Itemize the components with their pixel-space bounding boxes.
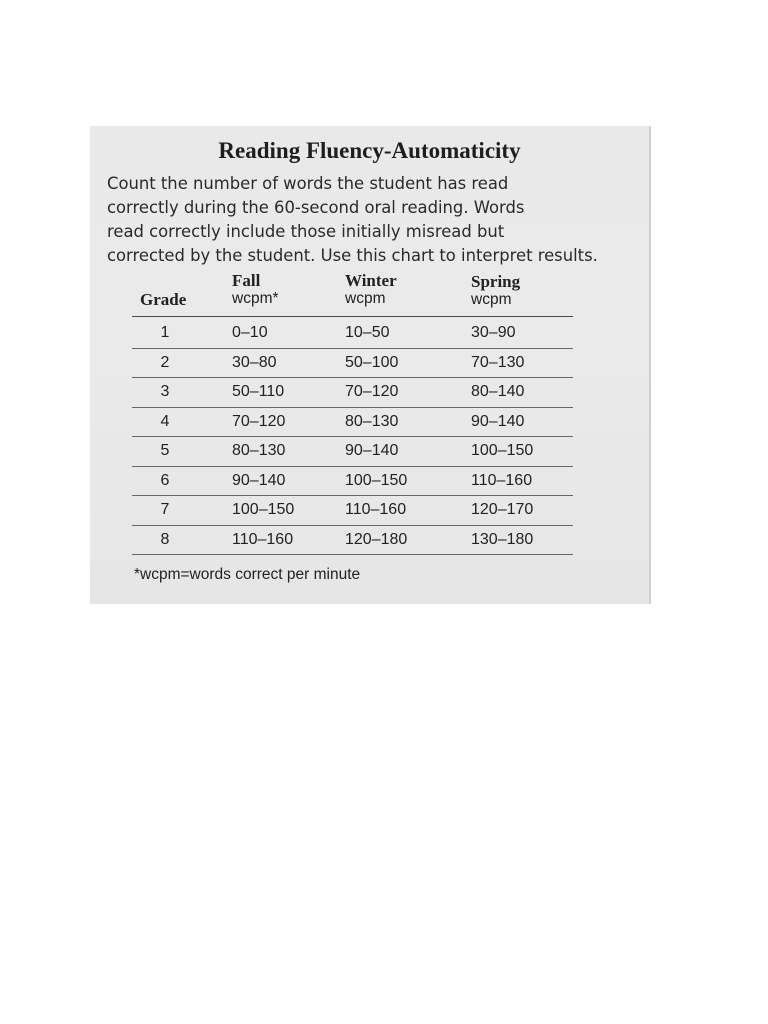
fall-cell: 30–80 xyxy=(232,353,277,371)
intro-line: read correctly include those initially misread but xyxy=(107,222,505,241)
fall-cell: 70–120 xyxy=(232,412,286,430)
intro-line: Count the number of words the student has read xyxy=(107,174,509,193)
intro-paragraph xyxy=(107,172,637,268)
grade-column-header: Grade xyxy=(140,290,187,309)
table-row xyxy=(90,495,649,525)
winter-unit-label: wcpm xyxy=(345,290,386,307)
spring-cell: 90–140 xyxy=(471,412,525,430)
intro-line: correctly during the 60-second oral reading. Words xyxy=(107,198,525,217)
fall-cell: 50–110 xyxy=(232,383,285,400)
fall-season-label: Fall xyxy=(232,271,261,290)
document-photo xyxy=(90,126,651,604)
spring-cell: 70–130 xyxy=(471,353,525,371)
grade-cell: 8 xyxy=(160,530,170,548)
table-row xyxy=(90,466,649,496)
table-row xyxy=(90,407,649,437)
winter-season-label: Winter xyxy=(345,271,397,290)
winter-cell: 50–100 xyxy=(345,353,399,371)
grade-cell: 2 xyxy=(160,353,170,371)
grade-cell: 6 xyxy=(160,471,170,489)
winter-cell: 100–150 xyxy=(345,471,408,489)
table-row xyxy=(90,436,649,466)
spring-unit-label: wcpm xyxy=(471,291,512,308)
winter-cell: 90–140 xyxy=(345,442,399,459)
spring-cell: 130–180 xyxy=(471,530,534,548)
spring-season-label: Spring xyxy=(471,272,521,291)
fall-cell: 100–150 xyxy=(232,501,295,518)
grade-cell: 4 xyxy=(160,412,170,430)
table-header-rule xyxy=(132,316,573,317)
winter-column-header xyxy=(345,271,397,308)
table-row xyxy=(90,348,649,378)
fall-cell: 0–10 xyxy=(232,324,268,341)
table-row xyxy=(90,318,649,348)
grade-cell: 3 xyxy=(160,383,170,400)
winter-cell: 80–130 xyxy=(345,412,399,430)
spring-cell: 120–170 xyxy=(471,501,534,518)
fall-cell: 90–140 xyxy=(232,471,286,489)
grade-cell: 5 xyxy=(160,442,170,459)
winter-cell: 10–50 xyxy=(345,324,390,341)
grade-cell: 7 xyxy=(160,501,170,518)
winter-cell: 110–160 xyxy=(345,501,407,518)
table-row xyxy=(90,525,649,555)
spring-column-header xyxy=(471,272,520,309)
intro-line: corrected by the student. Use this chart to interpret results. xyxy=(107,246,598,265)
spring-cell: 30–90 xyxy=(471,324,516,341)
footnote: *wcpm=words correct per minute xyxy=(134,566,361,583)
winter-cell: 120–180 xyxy=(345,530,408,548)
fall-cell: 80–130 xyxy=(232,442,286,459)
fall-column-header xyxy=(232,271,279,308)
grade-cell: 1 xyxy=(160,324,170,341)
table-row xyxy=(90,377,649,407)
fall-cell: 110–160 xyxy=(232,530,294,548)
document-title: Reading Fluency-Automaticity xyxy=(218,138,521,163)
fall-unit-label: wcpm* xyxy=(232,290,279,307)
spring-cell: 80–140 xyxy=(471,383,525,400)
winter-cell: 70–120 xyxy=(345,383,399,400)
spring-cell: 110–160 xyxy=(471,471,533,489)
spring-cell: 100–150 xyxy=(471,442,534,459)
row-divider xyxy=(132,554,573,555)
